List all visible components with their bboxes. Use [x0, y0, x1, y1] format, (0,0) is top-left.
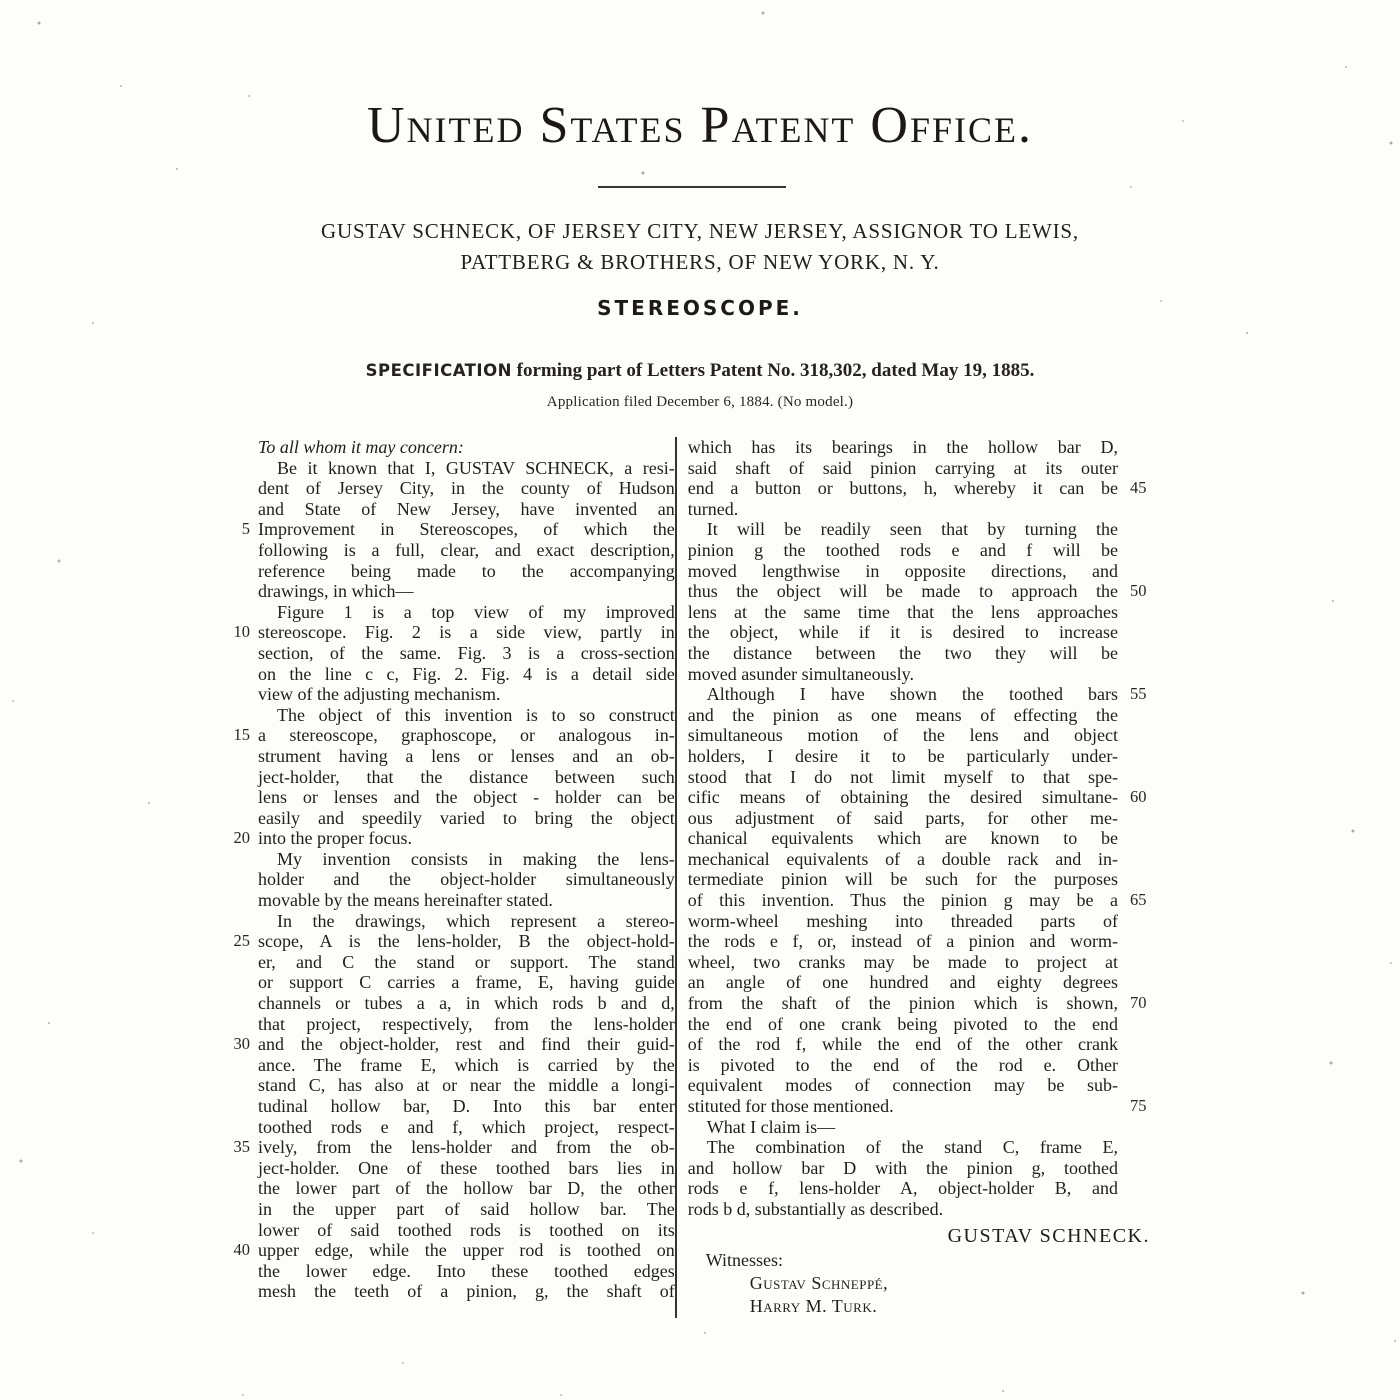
line-text: Figure 1 is a top view of my improved [277, 601, 675, 622]
line-text: My invention consists in making the lens- [277, 848, 675, 869]
margin-line-number [1118, 519, 1174, 540]
line-text: stituted for those mentioned. [687, 1096, 894, 1116]
margin-line-number [1118, 664, 1174, 685]
margin-line-number [1118, 1158, 1174, 1179]
line-text: drawings, in which— [258, 581, 414, 602]
text-line [222, 993, 675, 1014]
line-text: In the drawings, which represent a stereo- [277, 910, 675, 931]
text-line [222, 1014, 675, 1035]
line-text: an angle of one hundred and eighty degrees [687, 972, 1118, 993]
text-line [222, 1240, 675, 1261]
line-text: toothed rods e and f, which project, respect- [258, 1116, 675, 1137]
margin-line-number [222, 1158, 258, 1179]
right-column [675, 437, 1174, 1318]
margin-line-number [222, 540, 258, 561]
line-text: channels or tubes a a, in which rods b and d, [258, 993, 675, 1014]
line-text: turned. [687, 498, 739, 519]
text-line [222, 602, 675, 623]
line-text: the lower edge. Into these toothed edges [258, 1260, 675, 1281]
margin-line-number: 15 [233, 725, 250, 745]
text-line [688, 622, 1174, 643]
margin-line-number [222, 869, 258, 890]
line-text: following is a full, clear, and exact description, [258, 539, 675, 560]
text-line [222, 499, 675, 520]
margin-line-number [1118, 767, 1174, 788]
assignor-line-1: GUSTAV SCHNECK, OF JERSEY CITY, NEW JERSEY, ASSIGNOR TO LEWIS, [321, 219, 1079, 243]
line-text: stood that I do not limit myself to that spe- [687, 766, 1118, 787]
line-text: lens at the same time that the lens approaches [687, 601, 1118, 622]
margin-line-number [222, 911, 258, 932]
margin-line-number [222, 437, 258, 458]
page-title: United States Patent Office. [366, 97, 1034, 154]
text-line [222, 767, 675, 788]
margin-line-number [222, 1199, 258, 1220]
left-column [222, 437, 675, 1318]
line-text: simultaneous motion of the lens and object [687, 725, 1118, 746]
line-text: of this invention. Thus the pinion g may be a [687, 890, 1118, 911]
text-line [688, 1158, 1174, 1179]
line-text: It will be readily seen that by turning the [706, 519, 1118, 540]
margin-line-number [222, 581, 258, 602]
text-line [688, 499, 1174, 520]
line-text: into the proper focus. [258, 828, 412, 849]
margin-line-number [222, 1261, 258, 1282]
line-text: the rods e f, or, instead of a pinion and worm- [687, 931, 1118, 952]
line-text: Although I have shown the toothed bars [706, 684, 1118, 705]
line-text: and the pinion as one means of effecting the [687, 704, 1118, 725]
text-line [222, 540, 675, 561]
line-text: is pivoted to the end of the rod e. Other [687, 1054, 1118, 1075]
margin-line-number [1118, 1178, 1174, 1199]
margin-line-number [1118, 705, 1174, 726]
margin-line-number [222, 1014, 258, 1035]
margin-line-number [222, 602, 258, 623]
line-text: or support C carries a frame, E, having guide [258, 972, 675, 993]
text-line [688, 746, 1174, 767]
margin-line-number [222, 1178, 258, 1199]
text-line [688, 1137, 1174, 1158]
margin-line-number [222, 1055, 258, 1076]
text-line [688, 437, 1174, 458]
margin-line-number [1118, 746, 1174, 767]
line-text: dent of Jersey City, in the county of Hudson [258, 478, 675, 499]
margin-line-number [222, 952, 258, 973]
line-text: easily and speedily varied to bring the object [258, 807, 675, 828]
margin-line-number [1118, 1199, 1174, 1220]
invention-title: STEREOSCOPE. [597, 296, 803, 320]
assignor-heading [0, 216, 1400, 278]
text-line [688, 952, 1174, 973]
application-line: Application filed December 6, 1884. (No model.) [546, 394, 854, 410]
margin-line-number [222, 561, 258, 582]
line-text: stand C, has also at or near the middle a longi- [258, 1075, 675, 1096]
text-line [222, 705, 675, 726]
text-line [688, 1178, 1174, 1199]
text-line [222, 787, 675, 808]
line-text: equivalent modes of connection may be sub- [687, 1075, 1118, 1096]
margin-line-number [222, 849, 258, 870]
margin-line-number [222, 1220, 258, 1241]
margin-line-number: 75 [1130, 1096, 1147, 1115]
margin-line-number: 50 [1130, 581, 1147, 601]
text-line [222, 931, 675, 952]
line-text: in the upper part of said hollow bar. The [258, 1198, 675, 1219]
text-line [688, 1096, 1174, 1117]
margin-line-number [1118, 1014, 1174, 1035]
margin-line-number: 35 [233, 1137, 250, 1157]
margin-line-number [222, 1117, 258, 1138]
text-line [688, 725, 1174, 746]
text-line [688, 787, 1174, 808]
margin-line-number: 70 [1130, 993, 1147, 1013]
text-line [688, 561, 1174, 582]
line-text: of the rod f, while the end of the other crank [687, 1034, 1118, 1055]
line-text: on the line c c, Fig. 2. Fig. 4 is a detail side [258, 663, 675, 684]
scan-noise-specks [0, 0, 2, 2]
margin-line-number [1118, 499, 1174, 520]
text-line [688, 1055, 1174, 1076]
text-line [688, 828, 1174, 849]
line-text: The object of this invention is to so construct [277, 704, 675, 725]
margin-line-number [1118, 622, 1174, 643]
margin-line-number [1118, 1117, 1174, 1138]
margin-line-number [1118, 561, 1174, 582]
assignor-line-2: PATTBERG & BROTHERS, OF NEW YORK, N. Y. [460, 250, 940, 274]
margin-line-number [1118, 643, 1174, 664]
line-text: view of the adjusting mechanism. [258, 684, 501, 705]
margin-line-number [1118, 808, 1174, 829]
text-line [688, 972, 1174, 993]
text-line [688, 664, 1174, 685]
margin-line-number [222, 643, 258, 664]
line-text: thus the object will be made to approach the [687, 581, 1118, 602]
specification-line [0, 360, 1400, 382]
text-line [688, 808, 1174, 829]
line-text: the object, while if it is desired to increase [687, 622, 1118, 643]
margin-line-number [1118, 1137, 1174, 1158]
text-line [222, 519, 675, 540]
text-line [688, 890, 1174, 911]
line-text: strument having a lens or lenses and an ob- [258, 745, 675, 766]
text-line [222, 1281, 675, 1302]
text-line [688, 478, 1174, 499]
line-text: rods e f, lens-holder A, object-holder B, and [687, 1178, 1118, 1199]
margin-line-number [1118, 1055, 1174, 1076]
specification-label: SPECIFICATION [365, 361, 512, 380]
text-line [222, 458, 675, 479]
margin-line-number [1118, 540, 1174, 561]
line-text: moved lengthwise in opposite directions, and [687, 560, 1118, 581]
line-text: and the object-holder, rest and find their guid- [258, 1034, 675, 1055]
margin-line-number: 5 [241, 519, 250, 539]
line-text: holder and the object-holder simultaneously [258, 869, 675, 890]
text-line [222, 1137, 675, 1158]
margin-line-number: 25 [233, 931, 250, 951]
text-line [688, 1014, 1174, 1035]
text-line [222, 1075, 675, 1096]
witness-name-1: Gustav Schneppé, [749, 1272, 889, 1293]
margin-line-number [222, 478, 258, 499]
text-line [688, 581, 1174, 602]
text-line [688, 705, 1174, 726]
text-line [222, 911, 675, 932]
text-line [222, 561, 675, 582]
text-line [222, 478, 675, 499]
text-line [222, 1096, 675, 1117]
text-line [222, 972, 675, 993]
margin-line-number [1118, 869, 1174, 890]
line-text: ject-holder. One of these toothed bars lies in [258, 1157, 675, 1178]
text-line [688, 540, 1174, 561]
margin-line-number [1118, 602, 1174, 623]
line-text: tudinal hollow bar, D. Into this bar enter [258, 1096, 675, 1116]
line-text: moved asunder simultaneously. [687, 663, 914, 684]
margin-line-number: 40 [233, 1240, 250, 1260]
margin-line-number [222, 684, 258, 705]
line-text: the lower part of the hollow bar D, the other [258, 1178, 675, 1199]
line-text: mesh the teeth of a pinion, g, the shaft of [258, 1281, 675, 1302]
margin-line-number [1118, 725, 1174, 746]
text-line [688, 1117, 1174, 1138]
text-line [688, 931, 1174, 952]
text-columns [222, 437, 1174, 1318]
right-column-lines [688, 437, 1174, 1220]
line-text: upper edge, while the upper rod is toothed on [258, 1240, 675, 1261]
line-text: chanical equivalents which are known to be [687, 828, 1118, 849]
margin-line-number [222, 890, 258, 911]
title-divider-rule [598, 186, 786, 188]
text-line [222, 1055, 675, 1076]
line-text: termediate pinion will be such for the purposes [687, 869, 1118, 890]
text-line [688, 1199, 1174, 1220]
text-line [688, 767, 1174, 788]
margin-line-number [222, 787, 258, 808]
text-line [222, 849, 675, 870]
inventor-signature: GUSTAV SCHNECK. [947, 1224, 1150, 1247]
line-text: ance. The frame E, which is carried by the [258, 1054, 675, 1075]
line-text: Be it known that I, GUSTAV SCHNECK, a resi- [277, 457, 675, 478]
line-text: rods b d, substantially as described. [687, 1198, 944, 1219]
margin-line-number [222, 746, 258, 767]
text-line [688, 869, 1174, 890]
margin-line-number: 20 [233, 828, 250, 848]
line-text: end a button or buttons, h, whereby it can be [687, 478, 1118, 499]
margin-line-number: 45 [1130, 478, 1147, 498]
margin-line-number [222, 499, 258, 520]
text-line [222, 1220, 675, 1241]
text-line [688, 602, 1174, 623]
line-text: a stereoscope, graphoscope, or analogous in- [258, 725, 675, 746]
text-line [222, 1261, 675, 1282]
line-text: wheel, two cranks may be made to project at [687, 951, 1118, 972]
line-text: section, of the same. Fig. 3 is a cross-section [258, 642, 675, 663]
line-text: The combination of the stand C, frame E, [706, 1137, 1118, 1158]
margin-line-number [1118, 828, 1174, 849]
line-text: lens or lenses and the object - holder can be [258, 787, 675, 808]
line-text: that project, respectively, from the lens-holder [258, 1013, 675, 1034]
specification-text: forming part of Letters Patent No. 318,302, dated May 19, 1885. [511, 360, 1035, 381]
line-text: the distance between the two they will be [687, 642, 1118, 663]
line-text: cific means of obtaining the desired simultane- [687, 787, 1118, 808]
witnesses-label: Witnesses: [705, 1249, 783, 1270]
margin-line-number [222, 1096, 258, 1117]
text-line [688, 458, 1174, 479]
margin-line-number [222, 664, 258, 685]
text-line [688, 911, 1174, 932]
margin-line-number [1118, 437, 1174, 458]
text-line [222, 1034, 675, 1055]
margin-line-number [1118, 911, 1174, 932]
line-text: movable by the means hereinafter stated. [258, 890, 553, 911]
text-line [688, 519, 1174, 540]
line-text: from the shaft of the pinion which is shown, [687, 993, 1118, 1014]
margin-line-number: 55 [1130, 684, 1147, 704]
text-line [222, 437, 675, 458]
text-line [222, 952, 675, 973]
text-line [222, 664, 675, 685]
text-line [222, 1117, 675, 1138]
text-line [222, 890, 675, 911]
line-text: the end of one crank being pivoted to the end [687, 1013, 1118, 1034]
margin-line-number [1118, 1034, 1174, 1055]
line-text: lower of said toothed rods is toothed on its [258, 1219, 675, 1240]
margin-line-number [1118, 931, 1174, 952]
text-line [222, 828, 675, 849]
margin-line-number [222, 972, 258, 993]
text-line [222, 643, 675, 664]
text-line [222, 869, 675, 890]
text-line [222, 1158, 675, 1179]
text-line [222, 684, 675, 705]
line-text: stereoscope. Fig. 2 is a side view, partly in [258, 622, 675, 643]
text-line [222, 1178, 675, 1199]
text-line [688, 1034, 1174, 1055]
text-line [688, 643, 1174, 664]
margin-line-number: 30 [233, 1034, 250, 1054]
text-line [688, 849, 1174, 870]
text-line [222, 808, 675, 829]
line-text: What I claim is— [706, 1116, 836, 1137]
line-text: To all whom it may concern: [258, 437, 464, 457]
line-text: which has its bearings in the hollow bar D, [687, 437, 1118, 457]
line-text: ively, from the lens-holder and from the ob- [258, 1137, 675, 1158]
margin-line-number [1118, 972, 1174, 993]
line-text: reference being made to the accompanying [258, 560, 675, 581]
margin-line-number [222, 1075, 258, 1096]
text-line [688, 684, 1174, 705]
line-text: scope, A is the lens-holder, B the object-hold- [258, 931, 675, 952]
line-text: holders, I desire it to be particularly under- [687, 745, 1118, 766]
text-line [222, 622, 675, 643]
line-text: Improvement in Stereoscopes, of which the [258, 519, 675, 540]
margin-line-number [222, 458, 258, 479]
line-text: mechanical equivalents of a double rack and in- [687, 848, 1118, 869]
margin-line-number: 65 [1130, 890, 1147, 910]
margin-line-number [222, 767, 258, 788]
text-line [222, 725, 675, 746]
line-text: pinion g the toothed rods e and f will be [687, 539, 1118, 560]
margin-line-number [1118, 458, 1174, 479]
line-text: and State of New Jersey, have invented an [258, 498, 675, 519]
text-line [222, 1199, 675, 1220]
margin-line-number [222, 1281, 258, 1302]
line-text: ous adjustment of said parts, for other me- [687, 807, 1118, 828]
line-text: er, and C the stand or support. The stand [258, 951, 675, 972]
line-text: ject-holder, that the distance between such [258, 766, 675, 787]
text-line [222, 746, 675, 767]
witness-name-2: Harry M. Turk. [749, 1295, 878, 1316]
margin-line-number [222, 808, 258, 829]
margin-line-number [222, 705, 258, 726]
line-text: worm-wheel meshing into threaded parts of [687, 910, 1118, 931]
margin-line-number [1118, 952, 1174, 973]
text-line [688, 993, 1174, 1014]
margin-line-number [1118, 849, 1174, 870]
margin-line-number [1118, 1075, 1174, 1096]
margin-line-number: 60 [1130, 787, 1147, 807]
line-text: and hollow bar D with the pinion g, toothed [687, 1157, 1118, 1178]
line-text: said shaft of said pinion carrying at its outer [687, 457, 1118, 478]
text-line [688, 1075, 1174, 1096]
margin-line-number: 10 [233, 622, 250, 642]
text-line [222, 581, 675, 602]
margin-line-number [222, 993, 258, 1014]
